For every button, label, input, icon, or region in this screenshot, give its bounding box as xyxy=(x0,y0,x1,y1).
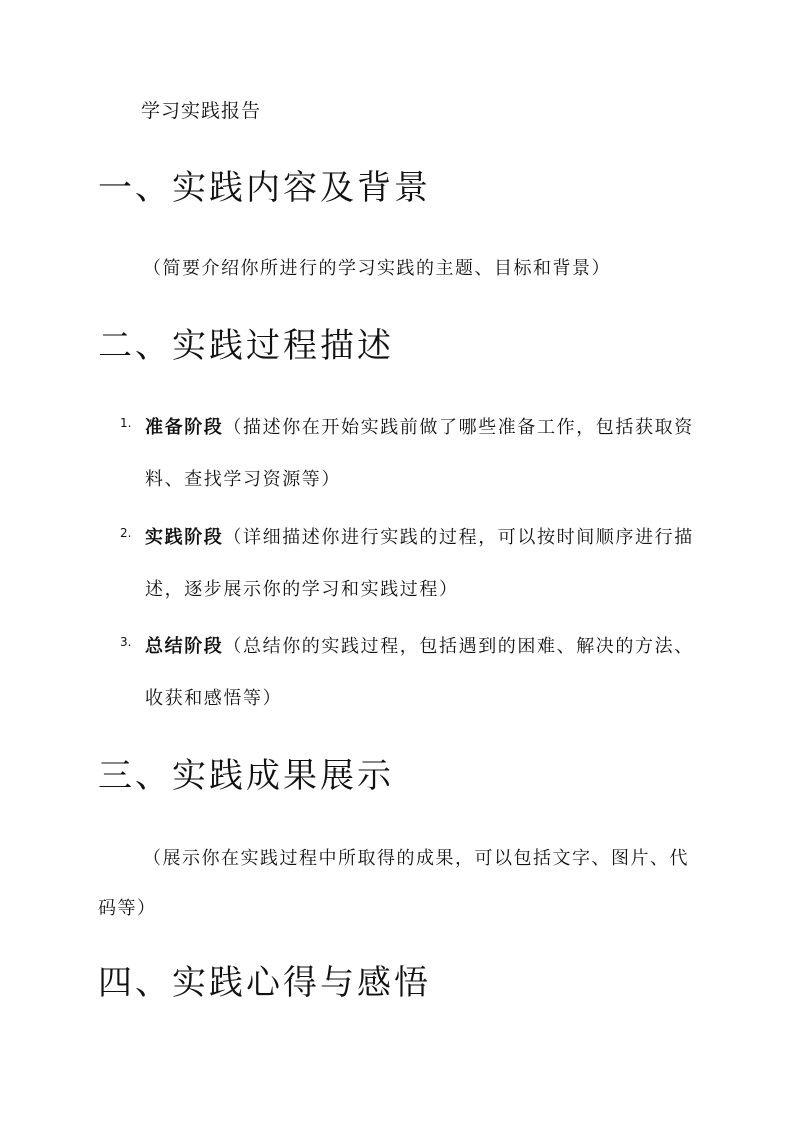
list-item-body xyxy=(145,621,705,725)
list-item-body xyxy=(145,402,705,506)
section-heading-2: 二、实践过程描述 xyxy=(98,326,394,366)
list-item-lead: 准备阶段 xyxy=(145,417,224,438)
section-text-3: （展示你在实践过程中所取得的成果，可以包括文字、图片、代码等） xyxy=(98,848,689,919)
list-item-body xyxy=(145,512,705,616)
list-number: 1. xyxy=(120,416,132,430)
list-item-lead: 总结阶段 xyxy=(145,636,224,657)
list-item-lead: 实践阶段 xyxy=(145,527,224,548)
section-heading-1: 一、实践内容及背景 xyxy=(98,168,431,208)
document-title: 学习实践报告 xyxy=(141,100,262,122)
section-heading-3: 三、实践成果展示 xyxy=(98,756,394,796)
section-text-1: （简要介绍你所进行的学习实践的主题、目标和背景） xyxy=(143,258,611,279)
list-number: 2. xyxy=(120,526,132,540)
list-item-text: （总结你的实践过程，包括遇到的困难、解决的方法、收获和感悟等） xyxy=(145,636,694,709)
list-item-text: （描述你在开始实践前做了哪些准备工作，包括获取资料、查找学习资源等） xyxy=(145,417,694,490)
list-number: 3. xyxy=(120,635,132,649)
list-item-text: （详细描述你进行实践的过程，可以按时间顺序进行描述，逐步展示你的学习和实践过程） xyxy=(145,527,694,600)
section-heading-4: 四、实践心得与感悟 xyxy=(98,963,431,1003)
